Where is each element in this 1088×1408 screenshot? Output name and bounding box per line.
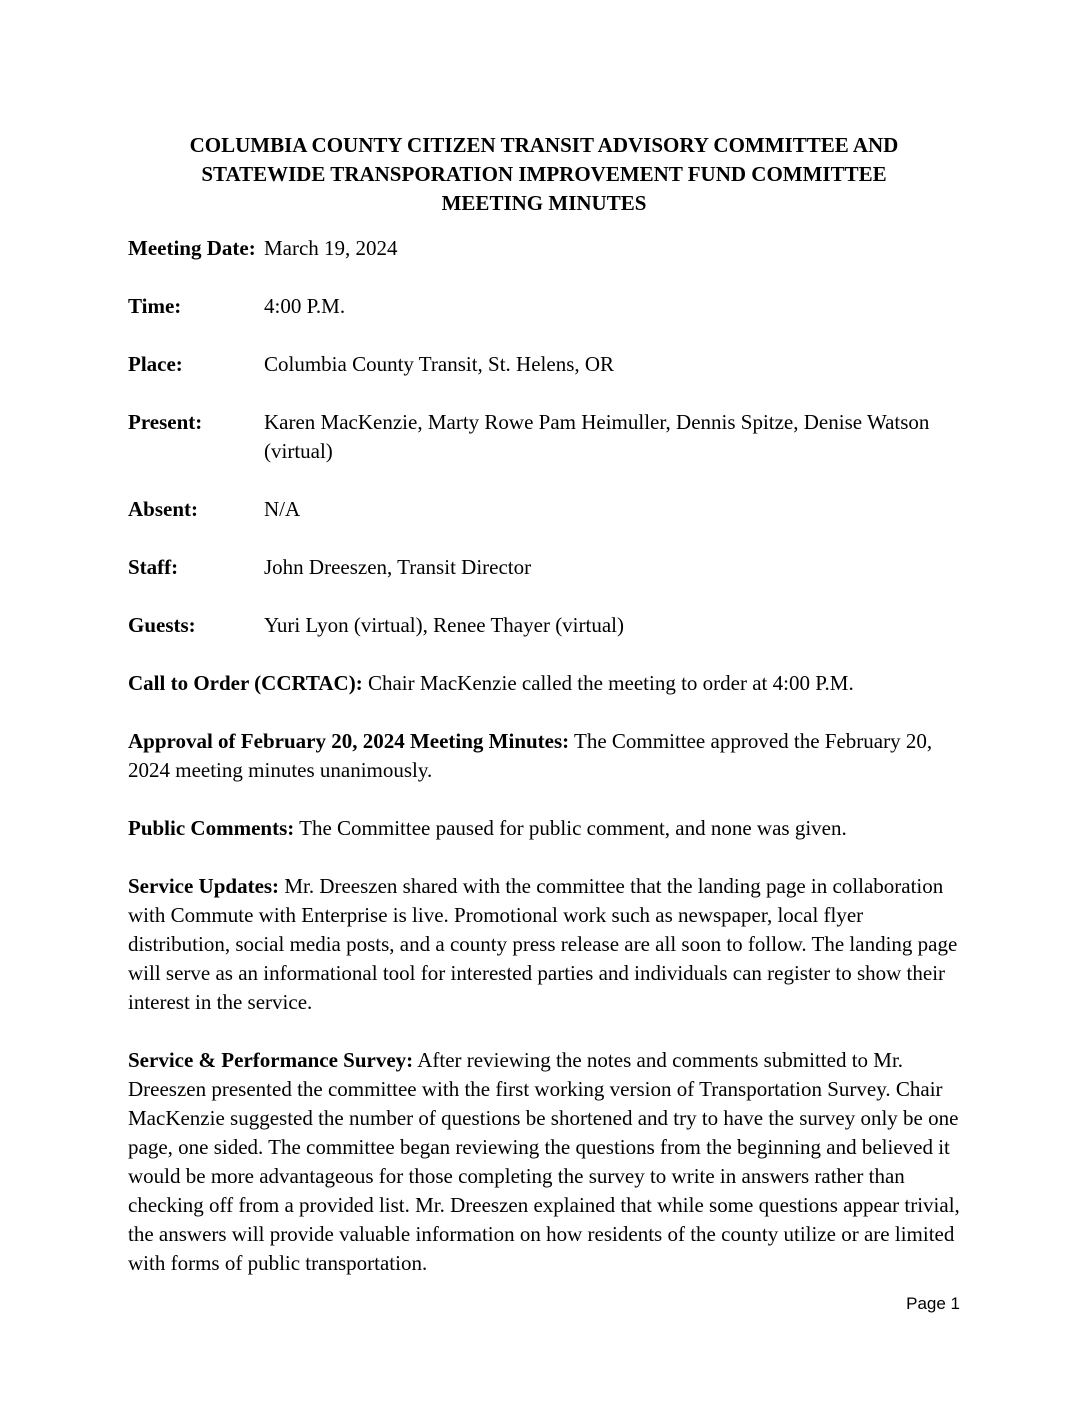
section-body: After reviewing the notes and comments submitted to Mr. Dreeszen presented the committee with the first working version of Transportation Survey. Chair MacKenzie suggested the number of questions be shortened and try to have the survey only be one page, one sided. The committee began reviewing the questions from the beginning and believed it would be more advantageous for those completing the survey to write in answers rather than checking off from a provided list. Mr. Dreeszen explained that while some questions appear trivial, the answers will provide valuable information on how residents of the county utilize or are limited with forms of public transportation. (128, 1048, 960, 1275)
meta-row-time (128, 292, 960, 321)
section-heading: Public Comments: (128, 816, 295, 840)
document-title (128, 131, 960, 218)
meta-value: John Dreeszen, Transit Director (264, 555, 532, 579)
meta-row-staff (128, 553, 960, 582)
section-service-performance-survey (128, 1046, 960, 1278)
meta-value: Yuri Lyon (virtual), Renee Thayer (virtual) (264, 613, 624, 637)
section-body: The Committee paused for public comment, and none was given. (299, 816, 847, 840)
meta-label: Time: (128, 294, 182, 318)
section-heading: Call to Order (CCRTAC): (128, 671, 363, 695)
meta-label: Place: (128, 352, 183, 376)
meta-value: 4:00 P.M. (264, 294, 346, 318)
meta-label: Present: (128, 410, 203, 434)
section-heading: Service Updates: (128, 874, 280, 898)
meta-value: Columbia County Transit, St. Helens, OR (264, 352, 615, 376)
section-body: The Committee approved the February 20, 2024 meeting minutes unanimously. (128, 729, 933, 782)
title-line-3: MEETING MINUTES (441, 191, 647, 215)
meta-row-meeting-date (128, 234, 960, 263)
meta-row-present (128, 408, 960, 466)
section-heading: Approval of February 20, 2024 Meeting Minutes: (128, 729, 570, 753)
meta-label: Staff: (128, 555, 179, 579)
meta-value: March 19, 2024 (264, 236, 398, 260)
section-body: Mr. Dreeszen shared with the committee that the landing page in collaboration with Commute with Enterprise is live. Promotional work such as newspaper, local flyer distribution, social media posts, and a county press release are all soon to follow. The landing page will serve as an informational tool for interested parties and individuals can register to show their interest in the service. (128, 874, 958, 1014)
page-number: Page 1 (906, 1294, 960, 1313)
title-line-1: COLUMBIA COUNTY CITIZEN TRANSIT ADVISORY COMMITTEE AND (189, 133, 899, 157)
meta-list (128, 234, 960, 640)
meta-label: Absent: (128, 497, 199, 521)
section-heading: Service & Performance Survey: (128, 1048, 414, 1072)
meta-row-place (128, 350, 960, 379)
meta-value: N/A (264, 497, 301, 521)
section-approval-of-minutes (128, 727, 960, 785)
section-service-updates (128, 872, 960, 1017)
section-public-comments (128, 814, 960, 843)
meta-row-absent (128, 495, 960, 524)
meta-label: Meeting Date: (128, 236, 256, 260)
section-list (128, 669, 960, 1278)
meta-label: Guests: (128, 613, 196, 637)
section-call-to-order (128, 669, 960, 698)
meta-row-guests (128, 611, 960, 640)
section-body: Chair MacKenzie called the meeting to order at 4:00 P.M. (367, 671, 854, 695)
meta-value: Karen MacKenzie, Marty Rowe Pam Heimuller, Dennis Spitze, Denise Watson (virtual) (264, 410, 930, 463)
title-line-2: STATEWIDE TRANSPORATION IMPROVEMENT FUND COMMITTEE (201, 162, 887, 186)
